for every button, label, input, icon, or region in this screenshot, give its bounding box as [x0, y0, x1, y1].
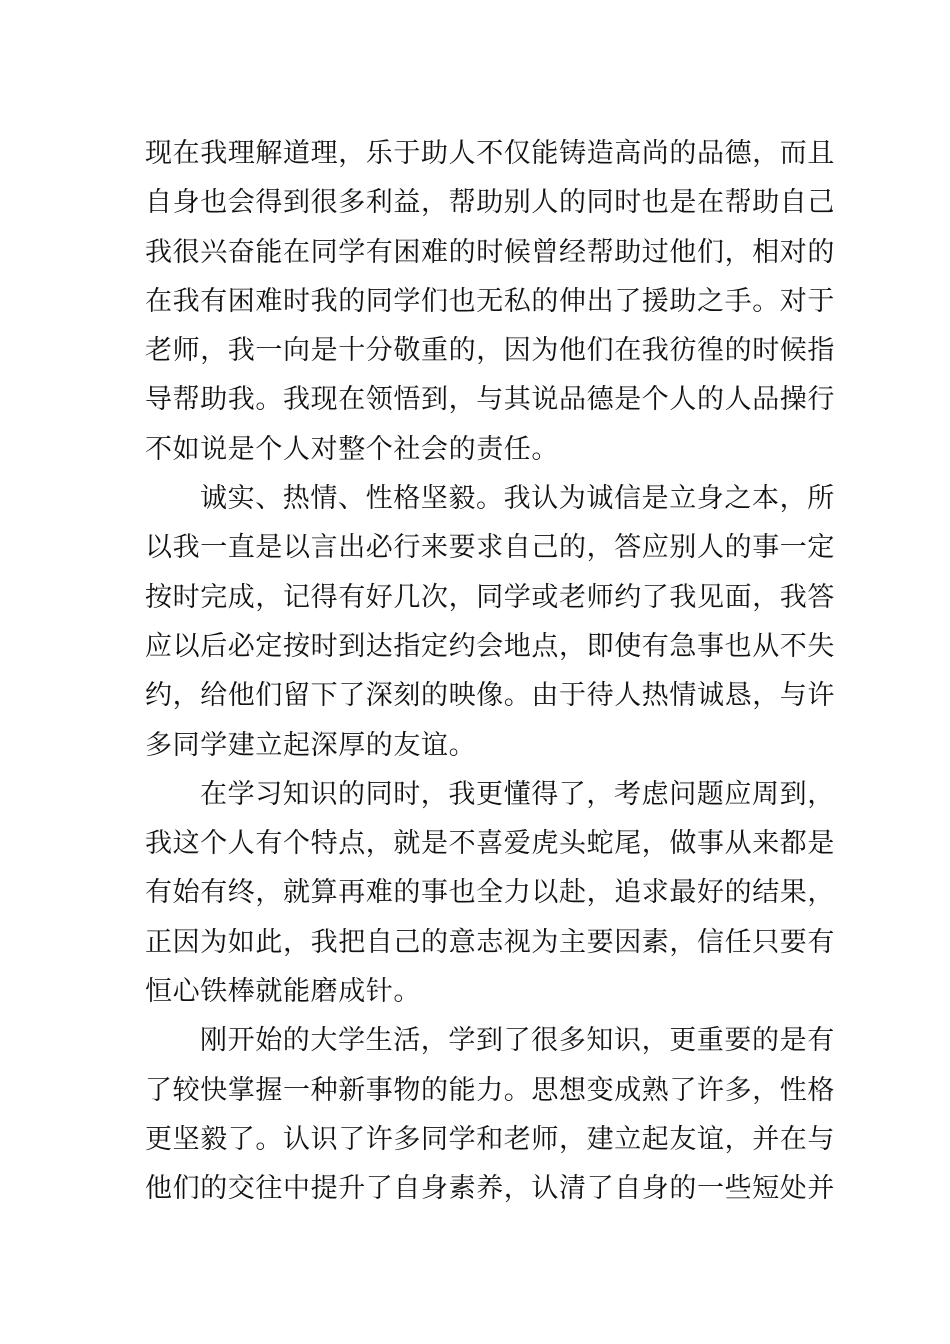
text-line: 应以后必定按时到达指定约会地点，即使有急事也从不失 — [145, 630, 835, 662]
paragraph-2 — [145, 474, 835, 770]
text-line: 我这个人有个特点，就是不喜爱虎头蛇尾，做事从来都是 — [145, 828, 835, 860]
text-line: 现在我理解道理，乐于助人不仅能铸造高尚的品德，而且 — [145, 138, 835, 169]
document-body — [145, 129, 835, 1214]
text-line: 正因为如此，我把自己的意志视为主要因素，信任只要有 — [145, 926, 835, 958]
text-line: 更坚毅了。认识了许多同学和老师，建立起友谊，并在与 — [145, 1123, 835, 1155]
text-line: 按时完成，记得有好几次，同学或老师约了我见面，我答 — [145, 581, 835, 613]
text-line: 老师，我一向是十分敬重的，因为他们在我彷徨的时候指 — [145, 335, 835, 367]
text-line: 恒心铁棒就能磨成针。 — [145, 976, 421, 1008]
text-line: 了较快掌握一种新事物的能力。思想变成熟了许多，性格 — [145, 1074, 835, 1106]
text-line: 在我有困难时我的同学们也无私的伸出了援助之手。对于 — [145, 285, 835, 317]
text-line: 自身也会得到很多利益，帮助别人的同时也是在帮助自己 — [145, 187, 835, 219]
text-line: 多同学建立起深厚的友谊。 — [145, 729, 477, 761]
paragraph-4 — [145, 1016, 835, 1213]
paragraph-1 — [145, 129, 835, 474]
text-line: 有始有终，就算再难的事也全力以赴，追求最好的结果， — [145, 877, 835, 909]
text-line: 我很兴奋能在同学有困难的时候曾经帮助过他们，相对的 — [145, 236, 835, 268]
text-line: 导帮助我。我现在领悟到，与其说品德是个人的人品操行 — [145, 384, 835, 416]
text-line: 不如说是个人对整个社会的责任。 — [145, 433, 559, 465]
text-line: 以我一直是以言出必行来要求自己的，答应别人的事一定 — [145, 532, 835, 564]
text-line: 约，给他们留下了深刻的映像。由于待人热情诚恳，与许 — [145, 680, 835, 712]
text-line: 他们的交往中提升了自身素养，认清了自身的一些短处并 — [145, 1173, 835, 1205]
paragraph-3 — [145, 770, 835, 1016]
text-line: 诚实、热情、性格坚毅。我认为诚信是立身之本，所 — [200, 483, 835, 515]
text-line: 在学习知识的同时，我更懂得了，考虑问题应周到， — [200, 778, 835, 810]
text-line: 刚开始的大学生活，学到了很多知识，更重要的是有 — [200, 1025, 835, 1057]
